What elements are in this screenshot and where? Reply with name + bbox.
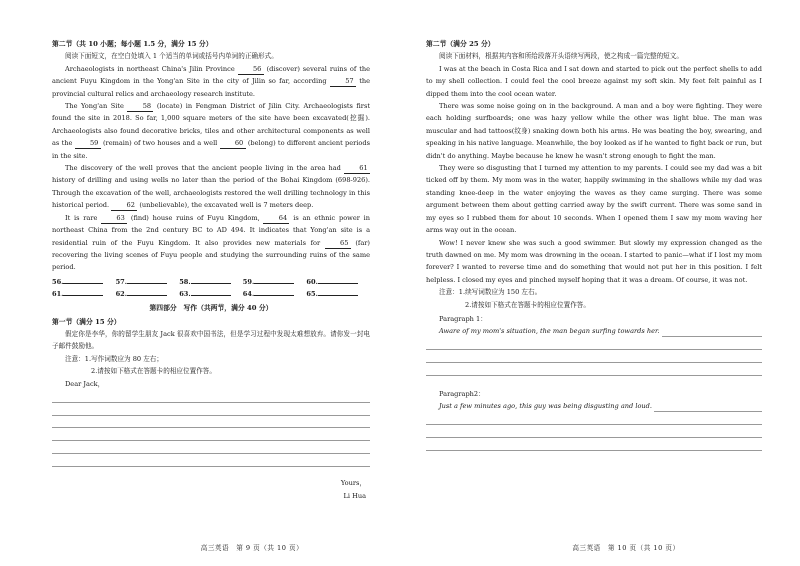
story-paragraph-3: They were so disgusting that I turned my attention to my parents. I could see my dad was a bit ticked off by them. My mom was in the water, happily swimming in the shallows while my dad was standing knee-deep in the water enjoying the waves as they came surging. There was some argument between them about getting carried away by the swift current. There was some sand in my eyes so I rubbed them for about 10 seconds. When I opened them I saw my mom waving her arms way out in the ocean.	[426, 164, 762, 235]
blank-57[interactable]: 57	[330, 77, 356, 87]
blank-62[interactable]: 62	[111, 201, 137, 211]
story-paragraph-2: There was some noise going on in the background. A man and a boy were fighting. They were each holding surfboards; one was hazy yellow while the other was light blue. The man was muscular and had tattoos(纹身) snaking down both his arms. He was beating the boy, swearing, and speaking in his native language. Meanwhile, the boy looked as if he wanted to fight back or run, but didn't do anything. Maybe because he knew he wasn't strong enough to fight the man.	[426, 102, 762, 160]
right-page	[400, 0, 800, 566]
answer-60[interactable]: 60.	[306, 276, 370, 288]
writing2-note-1: 注意：1.续写词数应为 150 左右。	[439, 288, 542, 297]
answer-56[interactable]: 56.	[52, 276, 116, 288]
section2-instruction: 阅读下面短文，在空白处填入 1 个适当的单词或括号内单词的正确形式。	[65, 52, 278, 61]
paragraph1-start: Aware of my mom's situation, the man began surfing towards her.	[439, 327, 660, 336]
blank-63[interactable]: 63	[101, 214, 127, 224]
story-paragraph-1: I was at the beach in Costa Rica and I sat down and started to pick out the perfect shells to add to my shell collection. I could feel the cool breeze against my soft skin. My feet felt painful as I dipped them into the cool ocean water.	[426, 64, 762, 98]
writing1-title: 第一节（满分 15 分）	[52, 317, 121, 326]
answer-58[interactable]: 58.	[179, 276, 243, 288]
writing2-title: 第二节（满分 25 分）	[426, 40, 495, 48]
paragraph2-start: Just a few minutes ago, this guy was being disgusting and loud.	[439, 402, 652, 411]
paragraph1-writing-area[interactable]	[426, 337, 762, 375]
blank-65[interactable]: 65	[325, 239, 351, 249]
answer-57[interactable]: 57.	[116, 276, 180, 288]
blank-58[interactable]: 58	[127, 102, 153, 112]
writing2-note-2: 2.请按如下格式在答题卡的相应位置作答。	[465, 300, 590, 309]
salutation: Dear Jack，	[65, 379, 105, 388]
blank-64[interactable]: 64	[263, 214, 289, 224]
answer-grid	[52, 276, 370, 301]
section2-title: 第二节（共 10 小题；每小题 1.5 分，满分 15 分）	[52, 40, 213, 48]
signature: Li Hua	[343, 491, 366, 500]
paragraph1-label: Paragraph 1：	[439, 314, 487, 323]
answer-65[interactable]: 65.	[306, 288, 370, 300]
passage-paragraph-2: The Yong'an Site 58 (locate) in Fengman District of Jilin City. Archaeologists first found the site in 2018. So far, 1,000 square meters of the site have been excavated(挖掘). Archaeologists also found decorative bricks, tiles and other architectural components as well as the 59 (remain) of two houses and a well 60 (belong) to different ancient periods in the site.	[52, 102, 370, 160]
part4-title: 第四部分 写作（共两节，满分 40 分）	[149, 303, 273, 312]
paragraph2-writing-area[interactable]	[426, 412, 762, 450]
page-footer-10: 高三英语 第 10 页（共 10 页）	[572, 544, 680, 552]
answer-63[interactable]: 63.	[179, 288, 243, 300]
paragraph2-label: Paragraph2：	[439, 389, 485, 398]
passage-paragraph-1: Archaeologists in northeast China's Jilin Province 56 (discover) several ruins of the ancient Fuyu Kingdom in the Yong'an Site in the city of Jilin so far, according 57 the provincial cultural relics and archaeology research institute.	[52, 64, 370, 98]
story-paragraph-4: Wow! I never knew she was such a good swimmer. But slowly my expression changed as the truth dawned on me. My mom was drowning in the ocean. I started to panic—what if I lost my mom forever? I wanted to reverse time and do something that would not put her in this position. I felt helpless. I closed my eyes and pinched myself hoping that it was a dream. Of course, it was not.	[426, 238, 762, 284]
paragraph1-start-line	[426, 325, 762, 337]
answer-59[interactable]: 59.	[243, 276, 307, 288]
closing: Yours，	[340, 478, 366, 487]
page-footer-9: 高三英语 第 9 页（共 10 页）	[200, 544, 304, 552]
writing1-prompt: 假定你是李华，你的留学生朋友 Jack 很喜欢中国书法，但是学习过程中发现太难想放弃。请你发一封电子邮件鼓励他。	[52, 329, 370, 351]
passage-paragraph-3: The discovery of the well proves that the ancient people living in the area had 61 history of drilling and using wells no later than the period of the Bohai Kingdom (698-926). Through the excavation of the well, archaeologists restored the well drilling technology in this historical period. 62 (unbelievable), the excavated well is 7 meters deep.	[52, 164, 370, 210]
blank-60[interactable]: 60	[220, 139, 246, 149]
writing1-note-2: 2.请按如下格式在答题卡的相应位置作答。	[91, 367, 216, 376]
passage-paragraph-4: It is rare 63 (find) house ruins of Fuyu Kingdom, 64 is an ethnic power in northeast China from the 2nd century BC to AD 494. It indicates that Yong'an site is a residential ruin of the Fuyu Kingdom. It also provides new materials for 65 (far) recovering the living scenes of Fuyu people and studying the surrounding ruins of the same period.	[52, 213, 370, 272]
answer-64[interactable]: 64.	[243, 288, 307, 300]
blank-61[interactable]: 61	[344, 164, 370, 174]
answer-61[interactable]: 61.	[52, 288, 116, 300]
writing1-note-1: 注意：1.写作词数应为 80 左右；	[65, 354, 163, 363]
letter-writing-area[interactable]	[52, 390, 370, 467]
blank-59[interactable]: 59	[75, 139, 101, 149]
paragraph2-start-line	[426, 400, 762, 412]
writing2-instruction: 阅读下面材料，根据其内容和所给段落开头语续写两段，使之构成一篇完整的短文。	[439, 52, 683, 61]
answer-62[interactable]: 62.	[116, 288, 180, 300]
blank-56[interactable]: 56	[238, 65, 264, 75]
